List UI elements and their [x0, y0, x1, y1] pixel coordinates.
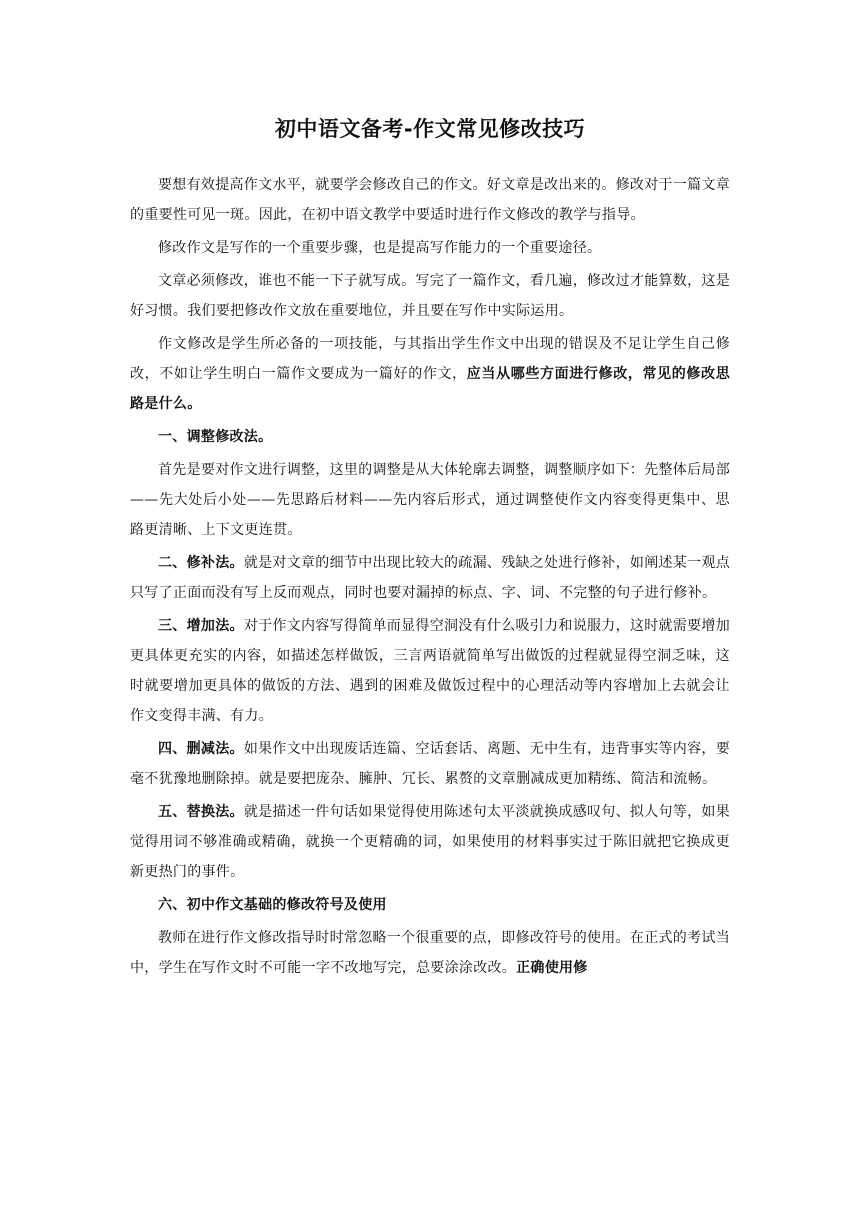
section-heading-repair: 二、修补法。 [158, 555, 244, 571]
section-heading-add: 三、增加法。 [158, 618, 244, 634]
paragraph-importance: 修改作文是写作的一个重要步骤，也是提高写作能力的一个重要途径。 [158, 240, 602, 256]
section-heading-adjust: 一、调整修改法。 [158, 429, 273, 445]
paragraph-replace-text: 就是描述一件句话如果觉得使用陈述句太平淡就换成感叹句、拟人句等，如果觉得用词不够准确或精确，就换一个更精确的词，如果使用的材料事实过于陈旧就把它换成更新更热门的事件。 [130, 804, 731, 880]
paragraph-repair [130, 548, 730, 608]
section-heading-symbols: 六、初中作文基础的修改符号及使用 [158, 897, 387, 913]
paragraph-repair-text: 就是对文章的细节中出现比较大的疏漏、残缺之处进行修补，如阐述某一观点只写了正面而没有写上反而观点，同时也要对漏掉的标点、字、词、不完整的句子进行修补。 [130, 555, 731, 601]
paragraph-delete [130, 734, 730, 794]
section-heading-delete: 四、删减法。 [158, 741, 244, 757]
paragraph-adjust: 首先是要对作文进行调整，这里的调整是从大体轮廓去调整，调整顺序如下：先整体后局部——先大处后小处——先思路后材料——先内容后形式，通过调整使作文内容变得更集中、思路更清晰、上下文更连贯。 [130, 462, 730, 538]
paragraph-symbols-bold: 正确使用修 [516, 960, 588, 976]
paragraph-symbols-text: 教师在进行作文修改指导时时常忽略一个很重要的点，即修改符号的使用。在正式的考试当中，学生在写作文时不可能一字不改地写完，总要涂涂改改。 [130, 930, 730, 976]
paragraph-skill [130, 329, 730, 419]
paragraph-replace [130, 797, 730, 887]
paragraph-skill-bold: 应当从哪些方面进行修改，常见的修改思路是什么。 [130, 366, 730, 412]
paragraph-must-revise: 文章必须修改，谁也不能一下子就写成。写完了一篇作文，看几遍，修改过才能算数，这是好习惯。我们要把修改作文放在重要地位，并且要在写作中实际运用。 [130, 273, 730, 319]
paragraph-delete-text: 如果作文中出现废话连篇、空话套话、离题、无中生有，违背事实等内容，要毫不犹豫地删除掉。就是要把庞杂、臃肿、冗长、累赘的文章删减成更加精练、简洁和流畅。 [130, 741, 731, 787]
document-title: 初中语文备考-作文常见修改技巧 [274, 117, 586, 141]
section-heading-replace: 五、替换法。 [158, 804, 244, 820]
paragraph-symbols [130, 923, 730, 983]
paragraph-skill-text: 作文修改是学生所必备的一项技能，与其指出学生作文中出现的错误及不足让学生自己修改，不如让学生明白一篇作文要成为一篇好的作文， [130, 336, 730, 382]
document-page [130, 108, 730, 983]
paragraph-intro: 要想有效提高作文水平，就要学会修改自己的作文。好文章是改出来的。修改对于一篇文章的重要性可见一斑。因此，在初中语文教学中要适时进行作文修改的教学与指导。 [130, 177, 730, 223]
paragraph-add [130, 611, 730, 731]
paragraph-add-text: 对于作文内容写得简单而显得空洞没有什么吸引力和说服力，这时就需要增加更具体更充实的内容，如描述怎样做饭，三言两语就简单写出做饭的过程就显得空洞乏味，这时就要增加更具体的做饭的方法、遇到的困难及做饭过程中的心理活动等内容增加上去就会让作文变得丰满、有力。 [130, 618, 731, 724]
